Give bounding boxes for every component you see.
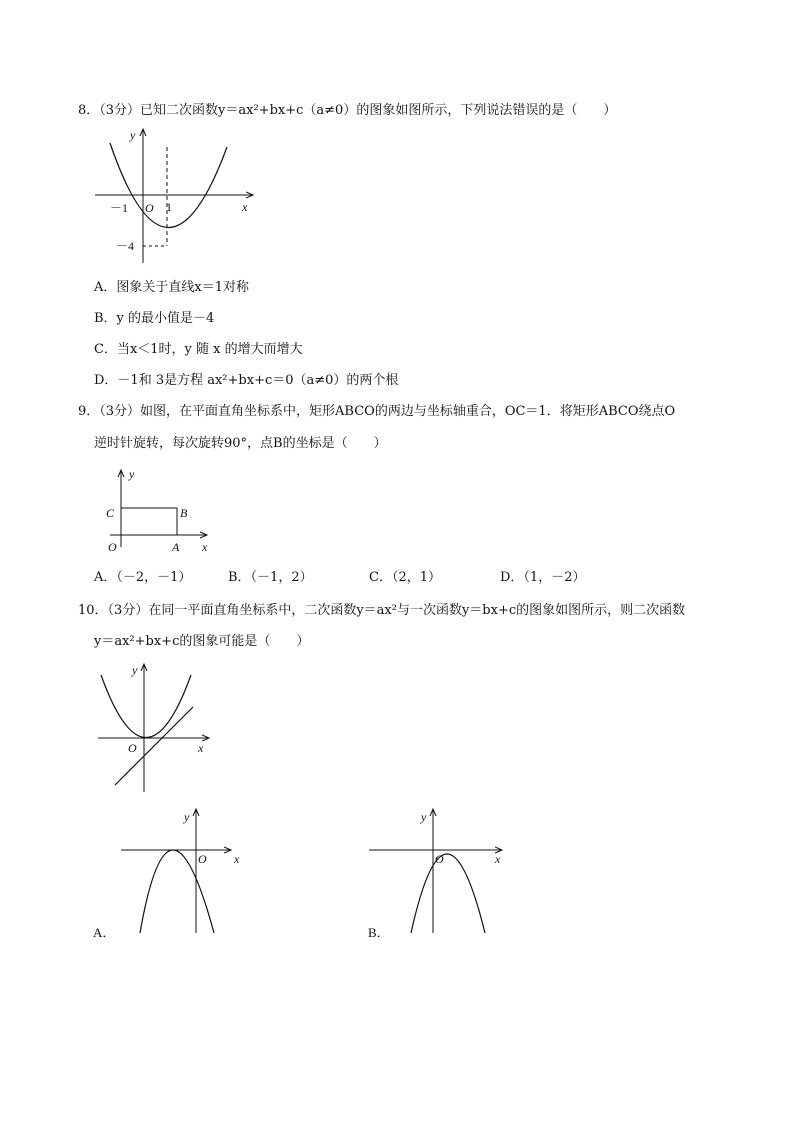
q9-a-label: A bbox=[172, 540, 180, 554]
q8-option-a: A．图象关于直线x＝1对称 bbox=[94, 280, 249, 295]
q10-main-x-label: x bbox=[198, 741, 204, 755]
q10b-origin-label: O bbox=[435, 852, 444, 866]
q9-o-label: O bbox=[108, 540, 117, 554]
q10a-y-label: y bbox=[184, 810, 190, 824]
q8-minus4-label: －4 bbox=[116, 239, 135, 253]
q10b-parabola bbox=[411, 854, 485, 933]
q10-option-b-figure bbox=[365, 805, 515, 945]
q10b-option-label: B． bbox=[368, 925, 390, 940]
q9-y-label: y bbox=[129, 467, 135, 481]
q8-origin-label: O bbox=[145, 201, 154, 215]
q8-option-b: B．y 的最小值是－4 bbox=[94, 311, 215, 326]
q10-main-parabola bbox=[101, 675, 191, 738]
q8-minus1-label: －1 bbox=[110, 201, 129, 215]
q8-y-label: y bbox=[130, 128, 136, 142]
q10-main-y-label: y bbox=[132, 663, 138, 677]
q10-stem-line2: y＝ax²+bx+c的图象可能是（ ） bbox=[94, 634, 310, 649]
q10-main-origin-label: O bbox=[128, 741, 137, 755]
q9-b-label: B bbox=[180, 506, 188, 520]
q10b-x-label: x bbox=[495, 852, 501, 866]
q8-parabola-figure bbox=[90, 125, 260, 265]
q10-stem-line1: 10．（3分）在同一平面直角坐标系中，二次函数y＝ax²与一次函数y＝bx+c的图象如图所示，则二次函数 bbox=[78, 603, 686, 618]
q9-option-b: B．（－1，2） bbox=[228, 570, 313, 585]
q9-option-d: D．（1，－2） bbox=[500, 570, 586, 585]
q9-c-label: C bbox=[106, 506, 115, 520]
q9-rectangle-figure bbox=[100, 465, 220, 560]
q10b-y-label: y bbox=[421, 810, 427, 824]
q10-main-line bbox=[115, 707, 193, 785]
q8-x-label: x bbox=[242, 200, 248, 214]
q10-main-figure bbox=[95, 660, 215, 795]
q10-option-a-figure bbox=[90, 805, 250, 945]
q9-stem-line2: 逆时针旋转，每次旋转90°，点B的坐标是（ ） bbox=[94, 436, 387, 451]
q9-stem-line1: 9．（3分）如图，在平面直角坐标系中，矩形ABCO的两边与坐标轴重合，OC＝1．将矩形ABCO绕点O bbox=[78, 404, 676, 419]
q10a-origin-label: O bbox=[198, 852, 207, 866]
q8-stem: 8．（3分）已知二次函数y＝ax²+bx+c（a≠0）的图象如图所示，下列说法错误的是（ ） bbox=[78, 103, 617, 118]
q9-x-label: x bbox=[202, 540, 208, 554]
q10a-x-label: x bbox=[234, 852, 240, 866]
q8-option-c: C．当x＜1时，y 随 x 的增大而增大 bbox=[94, 342, 303, 357]
q8-one-label: 1 bbox=[166, 200, 172, 214]
q9-rectangle-abco bbox=[121, 508, 177, 535]
q10a-option-label: A． bbox=[93, 925, 116, 940]
q8-option-d: D．－1和 3是方程 ax²+bx+c＝0（a≠0）的两个根 bbox=[94, 373, 399, 388]
q9-option-a: A．（－2，－1） bbox=[94, 570, 192, 585]
q9-option-c: C．（2，1） bbox=[369, 570, 441, 585]
